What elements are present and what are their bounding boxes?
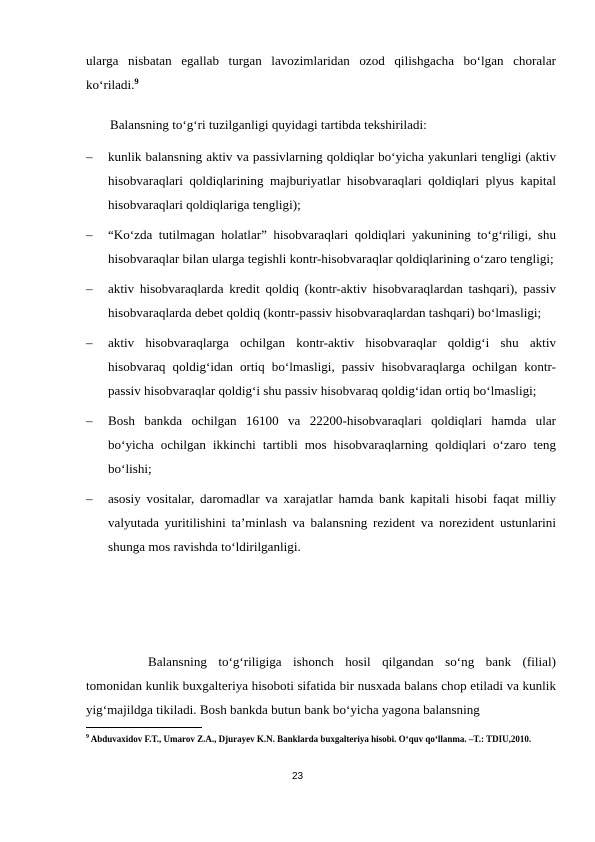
list-item bbox=[86, 331, 556, 403]
list-item bbox=[86, 145, 556, 217]
paragraph-closing: Balansning to‘g‘riligiga ishonch hosil qilgandan so‘ng bank (filial) tomonidan kunlik buxgalteriya hisoboti sifatida bir nusxada balans chop etiladi va kunlik yig‘majildga tikiladi. Bosh bankda butun bank bo‘yicha yagona balansning bbox=[86, 654, 556, 717]
footnote-divider bbox=[86, 727, 202, 728]
paragraph-intro-text: ularga nisbatan egallab turgan lavozimlaridan ozod qilishgacha bo‘lgan choralar ko‘riladi. bbox=[86, 53, 556, 92]
list-item-text: kunlik balansning aktiv va passivlarning qoldiqlar bo‘yicha yakunlari tengligi (aktiv hisobvaraqlari qoldiqlarining majburiyatlar hisobvaraqlari qoldiqlari plyus kapital hisobvaraqlari qoldiqlariga tengligi); bbox=[108, 149, 556, 212]
list-item bbox=[86, 409, 556, 481]
list-dash: – bbox=[86, 149, 93, 164]
list-item-text: “Ko‘zda tutilmagan holatlar” hisobvaraqlari qoldiqlari yakunining to‘g‘riligi, shu hisobvaraqlar bilan ularga tegishli kontr-hisobvaraqlar qoldiqlarining o‘zaro tengligi; bbox=[108, 227, 556, 266]
footnote bbox=[86, 730, 556, 749]
paragraph-heading: Balansning to‘g‘ri tuzilganligi quyidagi tartibda tekshiriladi: bbox=[110, 117, 427, 132]
footnote-ref[interactable]: 9 bbox=[134, 76, 139, 86]
list-dash: – bbox=[86, 281, 93, 296]
list-item-text: Bosh bankda ochilgan 16100 va 22200-hisobvaraqlari qoldiqlari hamda ular bo‘yicha ochilgan ikkinchi tartibli mos hisobvaraqlarning qoldiqlari o‘zaro teng bo‘lishi; bbox=[108, 413, 556, 476]
paragraph-intro bbox=[86, 49, 556, 97]
list-item-text: aktiv hisobvaraqlarga ochilgan kontr-aktiv hisobvaraqlar qoldig‘i shu aktiv hisobvaraq qoldig‘idan ortiq bo‘lmasligi, passiv hisobvaraqlarga ochilgan kontr-passiv hisobvaraqlar qoldig‘i shu passiv hisobvaraq qoldig‘idan ortiq bo‘lmasligi; bbox=[108, 335, 556, 398]
list-item-text: aktiv hisobvaraqlarda kredit qoldiq (kontr-aktiv hisobvaraqlardan tashqari), passiv hisobvaraqlarda debet qoldiq (kontr-passiv hisobvaraqlardan tashqari) bo‘lmasligi; bbox=[108, 281, 556, 320]
list-item bbox=[86, 487, 556, 559]
list-dash: – bbox=[86, 227, 93, 242]
list-item bbox=[86, 277, 556, 325]
footnote-text: Abduvaxidov F.T., Umarov Z.A., Djurayev K.N. Banklarda buxgalteriya hisobi. O‘quv qo‘llanma. –T.: TDIU,2010. bbox=[90, 734, 532, 744]
check-list bbox=[86, 145, 556, 559]
list-dash: – bbox=[86, 413, 93, 428]
list-dash: – bbox=[86, 335, 93, 350]
list-dash: – bbox=[86, 491, 93, 506]
footnote-number: 9 bbox=[86, 734, 89, 740]
page-number: 23 bbox=[291, 771, 304, 782]
list-item-text: asosiy vositalar, daromadlar va xarajatlar hamda bank kapitali hisobi faqat milliy valyutada yuritilishini ta’minlash va balansning rezident va norezident ustunlarini shunga mos ravishda to‘ldirilganligi. bbox=[108, 491, 556, 554]
list-item bbox=[86, 223, 556, 271]
